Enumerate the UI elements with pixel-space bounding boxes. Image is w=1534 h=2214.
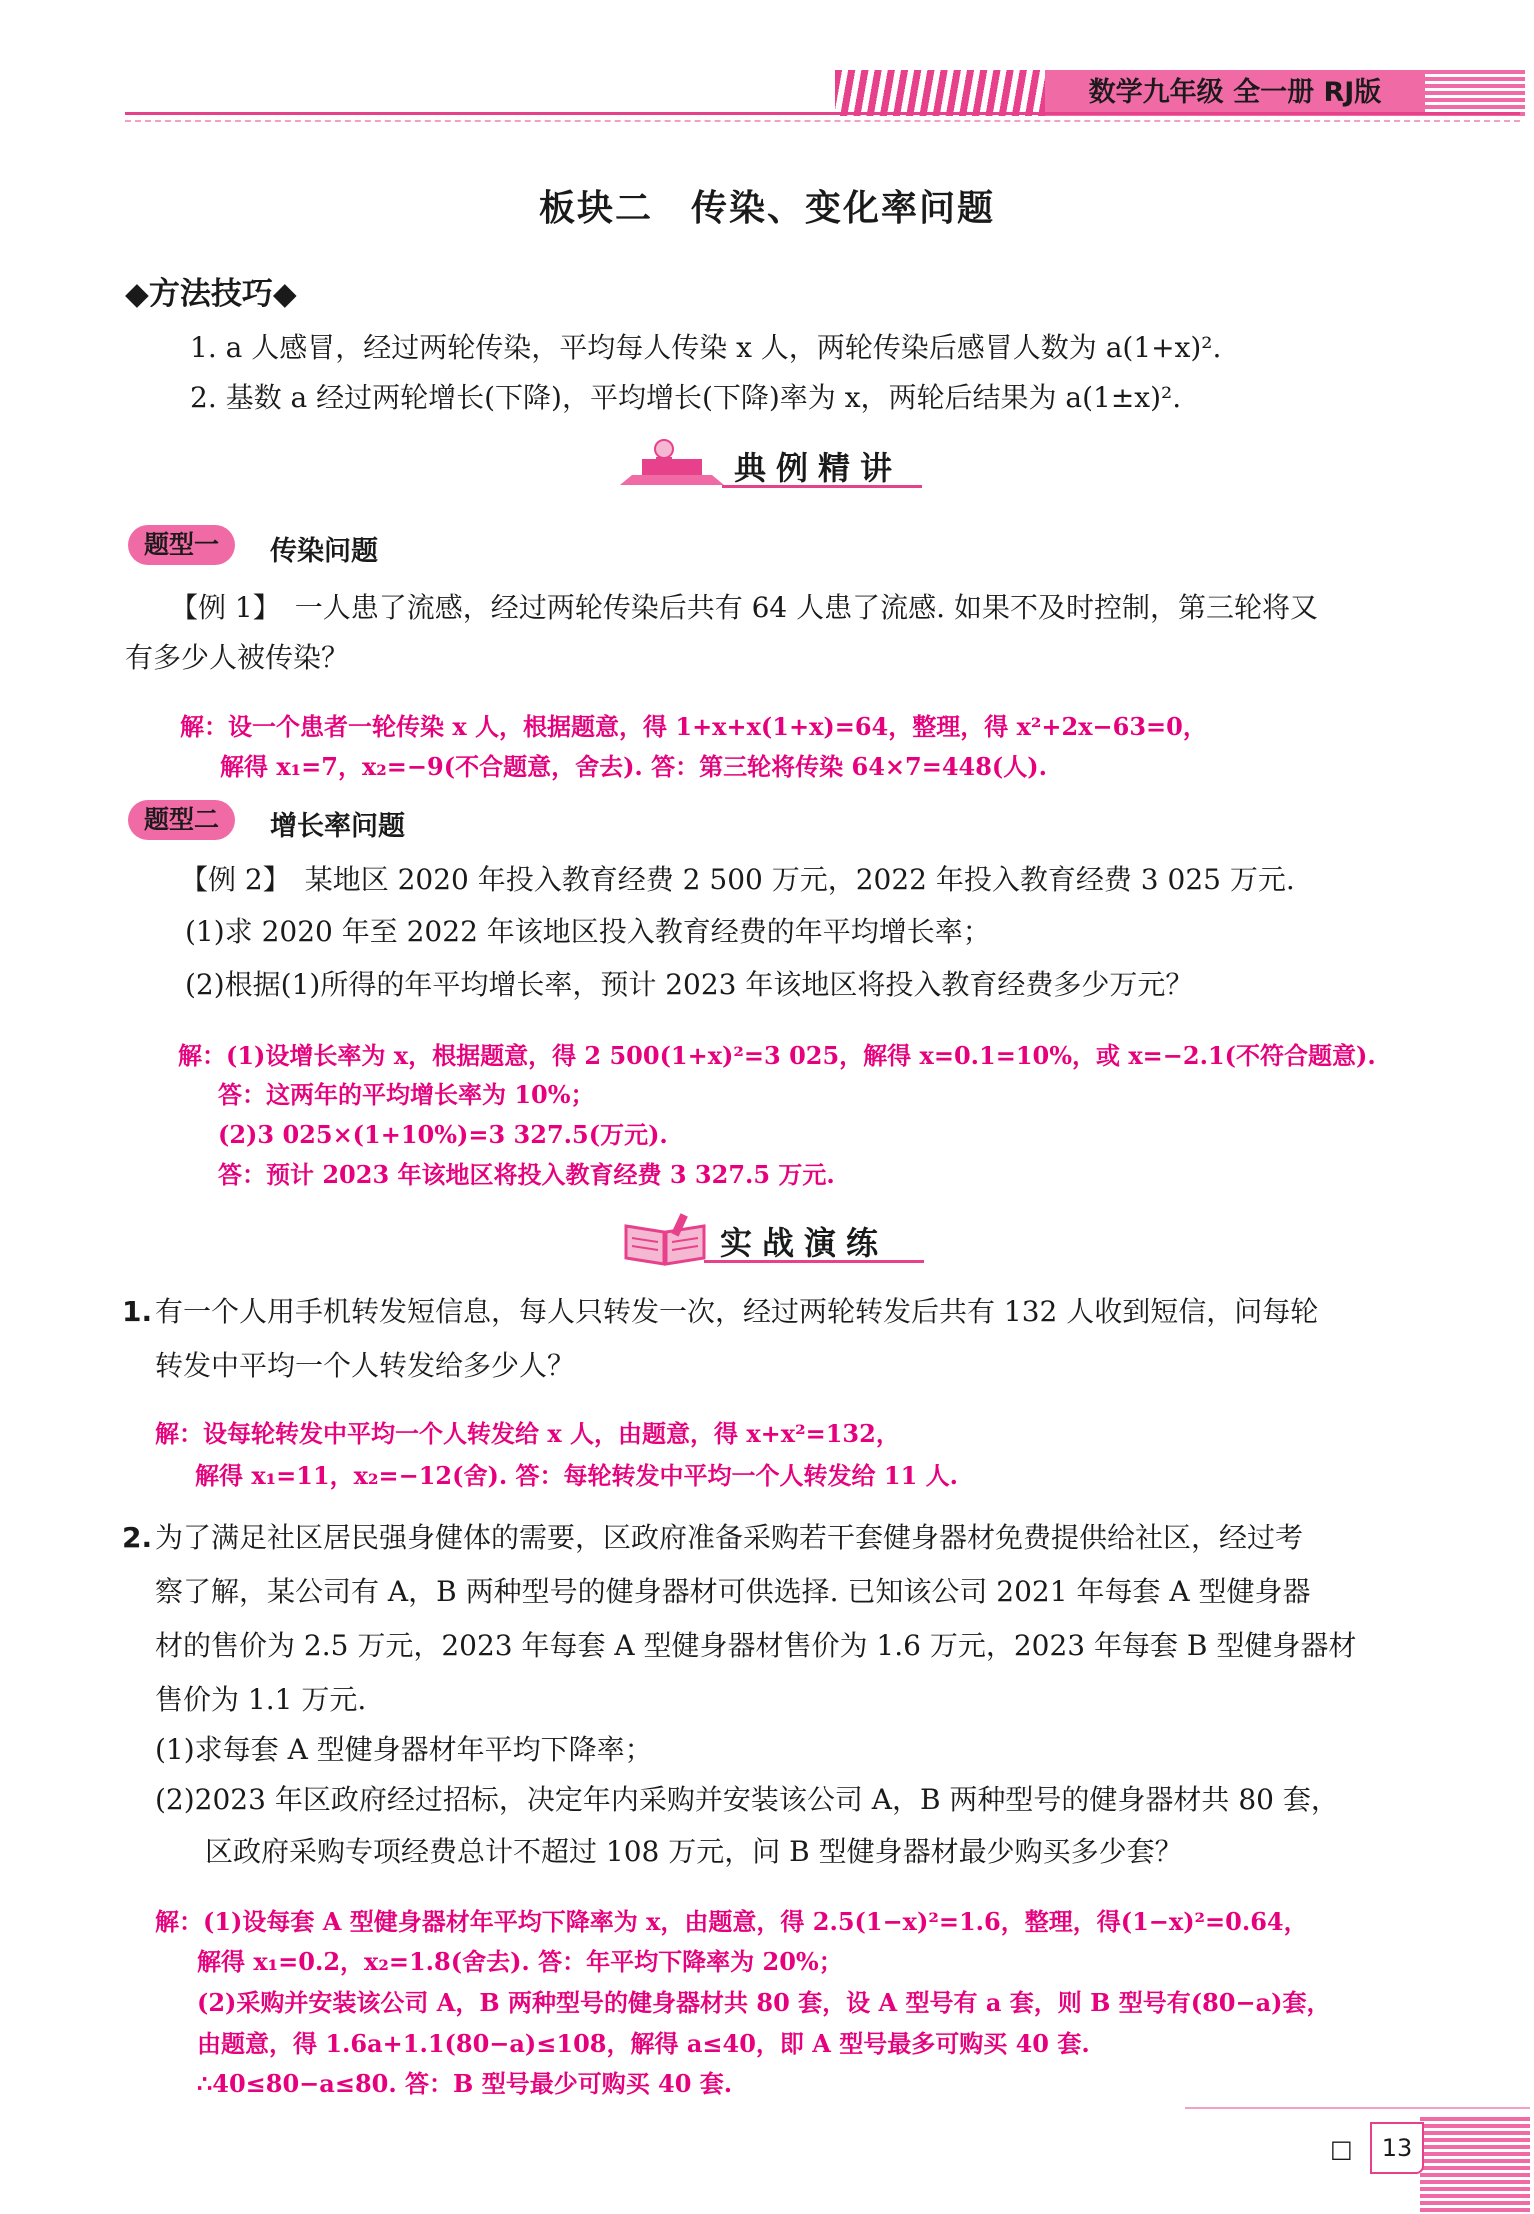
- q1-line-2: 转发中平均一个人转发给多少人？: [155, 1349, 576, 1382]
- example2-answer-1: 解：(1)设增长率为 x，根据题意，得 2 500(1+x)²=3 025，解得 x=0.1=10%，或 x=−2.1(不符合题意).: [178, 1041, 1376, 1070]
- q1-answer-2: 解得 x₁=11，x₂=−12(舍). 答：每轮转发中平均一个人转发给 11 人.: [195, 1461, 959, 1490]
- header-rule: [125, 112, 1520, 115]
- example1-line-2: 有多少人被传染？: [125, 641, 350, 674]
- method-item-2: 2. 基数 a 经过两轮增长(下降)，平均增长(下降)率为 x，两轮后结果为 a(1±x)².: [190, 381, 1182, 414]
- banner-title: 典例精讲: [734, 449, 903, 487]
- q2-line-7: 区政府采购专项经费总计不超过 108 万元，问 B 型健身器材最少购买多少套？: [205, 1835, 1183, 1868]
- footer-rule: [1185, 2107, 1530, 2109]
- q2-line-3: 材的售价为 2.5 万元，2023 年每套 A 型健身器材售价为 1.6 万元，2023 年每套 B 型健身器材: [155, 1629, 1357, 1662]
- example-banner: [612, 437, 932, 493]
- q2-line-6: (2)2023 年区政府经过招标，决定年内采购并安装该公司 A，B 两种型号的健身器材共 80 套，: [155, 1783, 1339, 1816]
- q2-line-5: (1)求每套 A 型健身器材年平均下降率；: [155, 1733, 653, 1766]
- section-title: 板块二 传染、变化率问题: [538, 188, 995, 229]
- footer-box: □: [1330, 2135, 1353, 2163]
- example2-answer-4: 答：预计 2023 年该地区将投入教育经费 3 327.5 万元.: [218, 1160, 835, 1189]
- practice-banner: [620, 1212, 940, 1268]
- q2-line-2: 察了解，某公司有 A，B 两种型号的健身器材可供选择. 已知该公司 2021 年每套 A 型健身器: [155, 1575, 1311, 1608]
- example2-line-3: (2)根据(1)所得的年平均增长率，预计 2023 年该地区将投入教育经费多少万元？: [185, 968, 1194, 1001]
- example1-answer-2: 解得 x₁=7，x₂=−9(不合题意，舍去). 答：第三轮将传染 64×7=448(人).: [220, 752, 1047, 781]
- q2-answer-2: 解得 x₁=0.2，x₂=1.8(舍去). 答：年平均下降率为 20%；: [197, 1947, 843, 1976]
- book-icon: [620, 1212, 710, 1268]
- footer-stripe-decoration: [1420, 2117, 1530, 2214]
- podium-icon: [612, 437, 732, 493]
- q2-answer-5: ∴40≤80−a≤80. 答：B 型号最少可购买 40 套.: [197, 2069, 733, 2098]
- q2-line-4: 售价为 1.1 万元.: [155, 1683, 367, 1716]
- example1-line-1: 【例 1】 一人患了流感，经过两轮传染后共有 64 人患了流感. 如果不及时控制，第三轮将又: [170, 591, 1318, 624]
- q2-answer-1: 解：(1)设每套 A 型健身器材年平均下降率为 x，由题意，得 2.5(1−x)²=1.6，整理，得(1−x)²=0.64，: [155, 1907, 1308, 1936]
- type-tag: 题型二: [128, 800, 235, 840]
- page-number: 13: [1370, 2122, 1424, 2174]
- question-number: 2.: [122, 1521, 153, 1554]
- header-tail-decoration: [1425, 70, 1525, 116]
- q1-answer-1: 解：设每轮转发中平均一个人转发给 x 人，由题意，得 x+x²=132，: [155, 1419, 900, 1448]
- header-stripe-decoration: [835, 70, 1045, 116]
- question-number: 1.: [122, 1295, 153, 1328]
- type-tag: 题型一: [128, 525, 235, 565]
- type-label: 增长率问题: [270, 811, 405, 842]
- example2-line-1: 【例 2】 某地区 2020 年投入教育经费 2 500 万元，2022 年投入教育经费 3 025 万元.: [180, 863, 1295, 896]
- banner-title: 实战演练: [720, 1224, 889, 1262]
- q2-answer-4: 由题意，得 1.6a+1.1(80−a)≤108，解得 a≤40，即 A 型号最多可购买 40 套.: [197, 2029, 1090, 2058]
- method-item-1: 1. a 人感冒，经过两轮传染，平均每人传染 x 人，两轮传染后感冒人数为 a(1+x)².: [190, 331, 1222, 364]
- type-label: 传染问题: [270, 536, 378, 567]
- book-title: 数学九年级 全一册 RJ版: [1045, 70, 1425, 116]
- q2-answer-3: (2)采购并安装该公司 A，B 两种型号的健身器材共 80 套，设 A 型号有 a 套，则 B 型号有(80−a)套，: [197, 1988, 1331, 2017]
- example2-answer-2: 答：这两年的平均增长率为 10%；: [218, 1080, 595, 1109]
- example2-line-2: (1)求 2020 年至 2022 年该地区投入教育经费的年平均增长率；: [185, 915, 991, 948]
- q1-line-1: 有一个人用手机转发短信息，每人只转发一次，经过两轮转发后共有 132 人收到短信，问每轮: [155, 1295, 1319, 1328]
- example2-answer-3: (2)3 025×(1+10%)=3 327.5(万元).: [218, 1120, 668, 1149]
- example1-answer-1: 解：设一个患者一轮传染 x 人，根据题意，得 1+x+x(1+x)=64，整理，得 x²+2x−63=0，: [180, 712, 1207, 741]
- method-heading: ◆方法技巧◆: [125, 276, 297, 312]
- q2-line-1: 为了满足社区居民强身健体的需要，区政府准备采购若干套健身器材免费提供给社区，经过考: [155, 1521, 1304, 1554]
- header-dashed-rule: [125, 120, 1520, 122]
